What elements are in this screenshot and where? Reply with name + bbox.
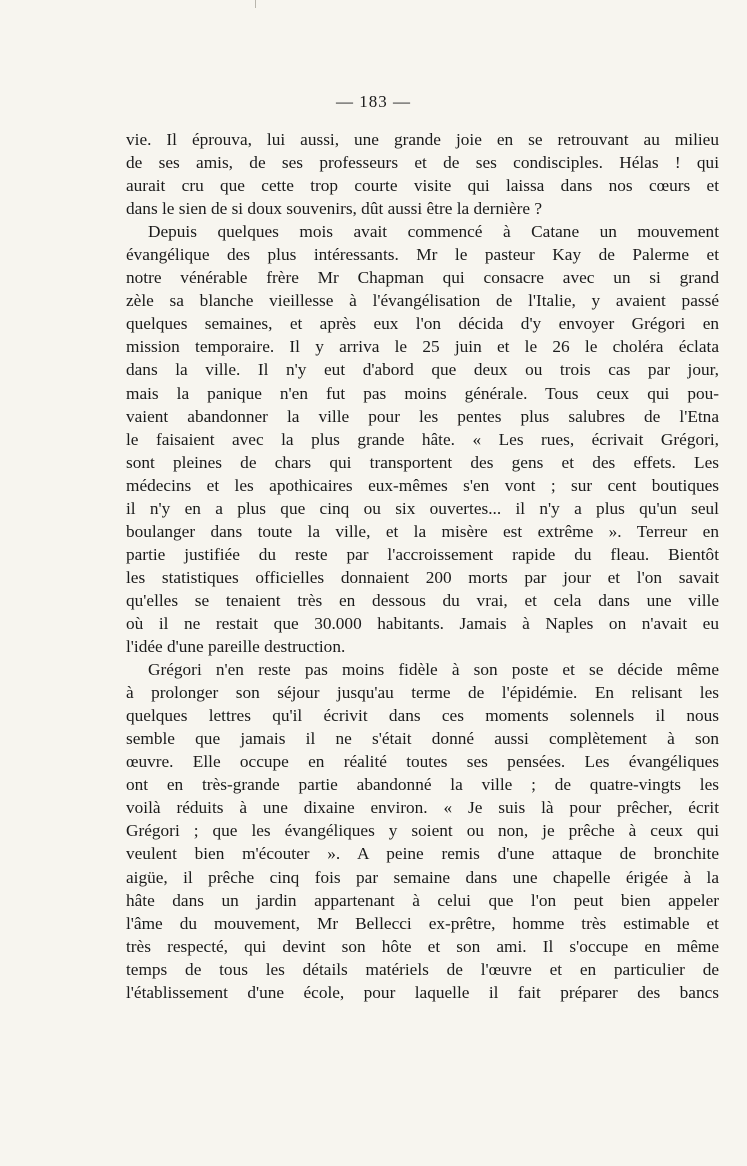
text-line: zèle sa blanche vieillesse à l'évangélisation de l'Italie, y avaient passé: [126, 291, 719, 311]
text-line: Grégori n'en reste pas moins fidèle à son poste et se décide même: [148, 660, 719, 680]
text-line: quelques lettres qu'il écrivit dans ces moments solennels il nous: [126, 706, 719, 726]
text-line: voilà réduits à une dixaine environ. « Je suis là pour prêcher, écrit: [126, 798, 719, 818]
text-line: partie justifiée du reste par l'accroissement rapide du fleau. Bientôt: [126, 544, 719, 564]
text-line: boulanger dans toute la ville, et la misère est extrême ». Terreur en: [126, 521, 719, 541]
text-line: dans la ville. Il n'y eut d'abord que deux ou trois cas par jour,: [126, 360, 719, 380]
text-line: hâte dans un jardin appartenant à celui que l'on peut bien appeler: [126, 890, 719, 910]
text-line: l'idée d'une pareille destruction.: [126, 637, 346, 657]
text-line: à prolonger son séjour jusqu'au terme de l'épidémie. En relisant les: [126, 683, 719, 703]
text-line: sont pleines de chars qui transportent des gens et des effets. Les: [126, 452, 719, 472]
text-line: vaient abandonner la ville pour les pentes plus salubres de l'Etna: [126, 406, 719, 426]
scan-mark: [255, 0, 256, 8]
text-line: veulent bien m'écouter ». A peine remis d'une attaque de bronchite: [126, 844, 719, 864]
text-line: mais la panique n'en fut pas moins générale. Tous ceux qui pou-: [126, 383, 719, 403]
text-line: semble que jamais il ne s'était donné aussi complètement à son: [126, 729, 719, 749]
text-line: Grégori ; que les évangéliques y soient ou non, je prêche à ceux qui: [126, 821, 719, 841]
text-line: les statistiques officielles donnaient 200 morts par jour et l'on savait: [126, 567, 719, 587]
text-line: vie. Il éprouva, lui aussi, une grande joie en se retrouvant au milieu: [126, 130, 719, 149]
text-line: aurait cru que cette trop courte visite qui laissa dans nos cœurs et: [126, 176, 719, 196]
text-line: ont en très-grande partie abandonné la ville ; de quatre-vingts les: [126, 775, 719, 795]
text-line: aigüe, il prêche cinq fois par semaine dans une chapelle érigée à la: [126, 867, 719, 887]
text-line: qu'elles se tenaient très en dessous du vrai, et cela dans une ville: [126, 590, 719, 610]
text-line: œuvre. Elle occupe en réalité toutes ses pensées. Les évangéliques: [126, 752, 719, 772]
text-line: il n'y en a plus que cinq ou six ouvertes... il n'y a plus qu'un seul: [126, 498, 719, 518]
text-line: le faisaient avec la plus grande hâte. « Les rues, écrivait Grégori,: [126, 429, 719, 449]
text-line: de ses amis, de ses professeurs et de ses condisciples. Hélas ! qui: [126, 153, 719, 173]
body-text: [126, 128, 719, 1004]
text-line: évangélique des plus intéressants. Mr le pasteur Kay de Palerme et: [126, 245, 719, 265]
text-line: l'établissement d'une école, pour laquelle il fait préparer des bancs: [126, 982, 719, 1002]
text-line: Depuis quelques mois avait commencé à Catane un mouvement: [148, 222, 719, 242]
text-line: temps de tous les détails matériels de l'œuvre et en particulier de: [126, 959, 719, 979]
page-number: — 183 —: [336, 92, 411, 111]
text-line: l'âme du mouvement, Mr Bellecci ex-prêtre, homme très estimable et: [126, 913, 719, 933]
text-line: très respecté, qui devint son hôte et son ami. Il s'occupe en même: [126, 936, 719, 956]
text-line: médecins et les apothicaires eux-mêmes s'en vont ; sur cent boutiques: [126, 475, 719, 495]
text-line: notre vénérable frère Mr Chapman qui consacre avec un si grand: [126, 268, 719, 288]
text-line: mission temporaire. Il y arriva le 25 juin et le 26 le choléra éclata: [126, 337, 719, 357]
text-line: où il ne restait que 30.000 habitants. Jamais à Naples on n'avait eu: [126, 613, 719, 633]
text-line: quelques semaines, et après eux l'on décida d'y envoyer Grégori en: [126, 314, 719, 334]
text-line: dans le sien de si doux souvenirs, dût aussi être la dernière ?: [126, 199, 543, 219]
